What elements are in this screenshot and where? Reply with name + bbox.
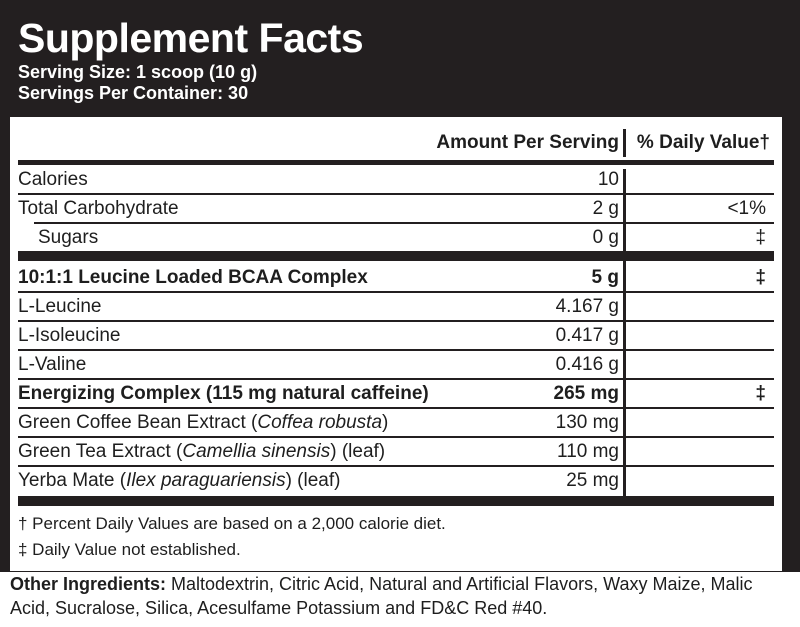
nutrient-amount: 25 mg [566,470,619,491]
nutrient-amount: 5 g [591,267,619,288]
nutrient-amount: 10 [597,169,619,190]
footnote-not-established: ‡ Daily Value not established. [18,540,241,559]
nutrient-amount: 2 g [592,198,619,219]
other-ingredients [10,572,790,620]
facts-table [10,117,782,571]
nutrient-name: Sugars [38,227,99,248]
footnote-daily-value: † Percent Daily Values are based on a 2,000 calorie diet. [18,514,446,533]
row-divider [18,407,774,409]
column-divider [623,129,626,157]
botanical-name: Coffea robusta [257,412,383,433]
nutrient-name [18,470,340,492]
botanical-name: Camellia sinensis [182,441,331,462]
other-ingredients-text: Maltodextrin, Citric Acid, Natural and Artificial Flavors, Waxy Maize, Malic Acid, Sucralose, Silica, Acesulfame Potassium and FD&C Red #40. [10,574,753,618]
nutrient-daily-value: ‡ [755,227,766,248]
nutrient-name: Energizing Complex (115 mg natural caffeine) [18,383,429,404]
row-divider [18,465,774,467]
name-text: Green Coffee Bean Extract ( [18,412,258,433]
nutrient-amount: 0.417 g [555,325,619,346]
nutrient-daily-value: ‡ [755,267,766,288]
botanical-name: Ilex paraguariensis [126,470,286,491]
nutrient-amount: 4.167 g [555,296,619,317]
name-text: Green Tea Extract ( [18,441,183,462]
nutrient-name: Calories [18,169,88,190]
row-divider [18,349,774,351]
thick-rule [18,251,774,261]
nutrient-amount: 0 g [592,227,619,248]
row-divider [18,378,774,380]
nutrient-name: Total Carbohydrate [18,198,179,219]
nutrient-daily-value: ‡ [755,383,766,404]
nutrient-amount: 130 mg [555,412,619,433]
nutrient-name: L-Isoleucine [18,325,121,346]
serving-size: Serving Size: 1 scoop (10 g) [18,62,258,82]
row-divider [18,436,774,438]
nutrient-name [18,441,385,463]
name-text: Yerba Mate ( [18,470,127,491]
other-ingredients-label: Other Ingredients: [10,574,167,594]
nutrient-amount: 0.416 g [555,354,619,375]
thick-rule [18,160,774,165]
row-divider [18,320,774,322]
nutrient-amount: 110 mg [557,441,619,462]
daily-value-column-header: % Daily Value† [636,132,770,153]
row-divider [18,291,774,293]
thick-rule [18,496,774,506]
amount-column-header: Amount Per Serving [436,132,619,153]
nutrient-daily-value: <1% [727,198,766,219]
nutrient-name: 10:1:1 Leucine Loaded BCAA Complex [18,267,368,288]
nutrient-name: L-Leucine [18,296,102,317]
nutrient-amount: 265 mg [553,383,619,404]
servings-per-container: Servings Per Container: 30 [18,83,249,103]
name-text: ) [382,412,389,433]
row-divider [18,193,774,195]
column-divider [623,169,626,496]
nutrient-name: L-Valine [18,354,87,375]
panel-title: Supplement Facts [18,15,364,61]
nutrient-name [18,412,388,434]
panel-header [18,14,363,104]
name-text: ) (leaf) [285,470,341,491]
name-text: ) (leaf) [330,441,386,462]
table-header-row [18,132,774,156]
row-divider [34,222,774,224]
